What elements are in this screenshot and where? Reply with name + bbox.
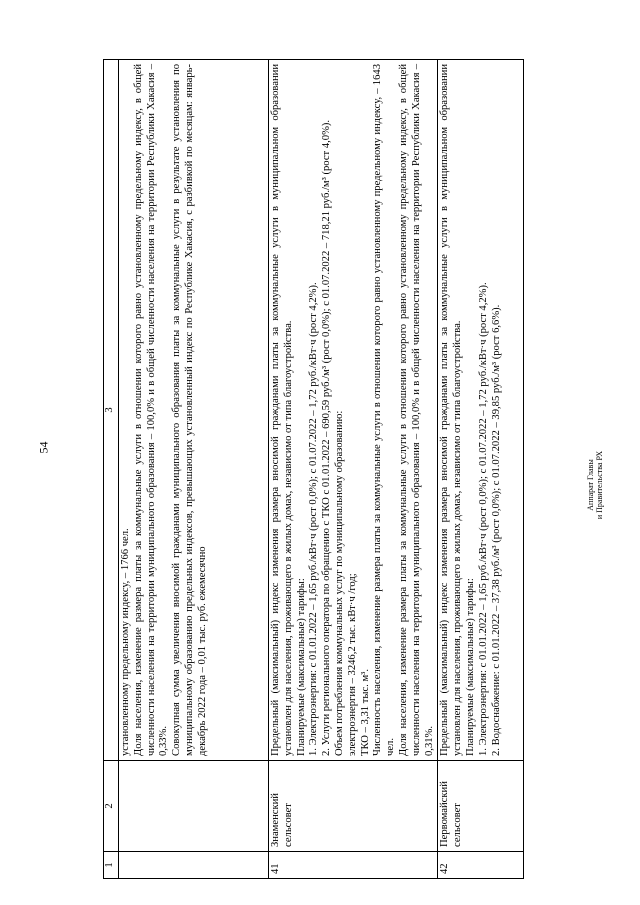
cell-num: 41 <box>269 852 438 879</box>
text-line: ТКО – 3,31 тыс. м³. <box>359 669 371 756</box>
cell-name: Первомайский сельсовет <box>438 761 524 852</box>
header-col-1: 1 <box>104 852 119 879</box>
text-line: 1. Электроэнергия: с 01.01.2022 – 1,65 руб./кВт·ч (рост 0,0%); с 01.07.2022 – 1,72 руб./кВт·ч (рост 4,2%). <box>308 282 320 756</box>
text-line: 2. Услуги регионального оператора по обращению с ТКО с 01.01.2022 – 690,59 руб./м³ (рост 0,0%); с 01.07.2022 – 718,21 руб./м³ (рост 4,0%). <box>321 119 333 756</box>
page-number: 54 <box>36 441 51 454</box>
cell-num <box>119 852 269 879</box>
header-col-2: 2 <box>104 761 119 852</box>
text-line: Планируемые (максимальные) тарифы: <box>464 578 476 756</box>
rotated-page-content <box>103 59 523 879</box>
text-line: Численность населения, изменение размера платы за коммунальные услуги в отношении которого равно установленному предельному индексу, – 1643 чел. <box>372 64 397 756</box>
text-line: 1. Электроэнергия: с 01.01.2022 – 1,65 руб./кВт·ч (рост 0,0%); с 01.07.2022 – 1,72 руб./кВт·ч (рост 4,2%). <box>477 282 489 756</box>
text-line: Совокупная сумма увеличения вносимой гражданами муниципального образования платы за коммунальные услуги в результате установления по муниципальному образованию предельных индексов, превышающих установленный индекс по Республике Хакасия, с разбивкой по месяцам: январь-декабрь 2022 года – 0,01 тыс. руб. ежемесячно <box>171 64 208 756</box>
text-line: Предельный (максимальный) индекс изменения размера вносимой гражданами платы за коммунальные услуги в муниципальном образовании установлен для населения, проживающего в жилых домах, независимо от типа благоустройства. <box>270 64 294 756</box>
text-line: Планируемые (максимальные) тарифы: <box>295 578 307 756</box>
cell-description <box>438 60 524 761</box>
table-row-continuation <box>119 60 269 879</box>
cell-name: Знаменский сельсовет <box>269 761 438 852</box>
table-header-row <box>104 60 119 879</box>
footer-stamp-line: Аппарат Главы <box>586 459 595 511</box>
text-line: Доля населения, изменение размера платы за коммунальные услуги в отношении которого равно установленному предельному индексу, в общей численности населения на территории муниципального образования – 100,0% и в общей численности населения на территории Республики Хакасия – 0,33%. <box>132 64 170 756</box>
text-line: Предельный (максимальный) индекс изменения размера вносимой гражданами платы за коммунальные услуги в муниципальном образовании установлен для населения, проживающего в жилых домах, независимо от типа благоустройства. <box>439 64 464 756</box>
text-line: Объем потребления коммунальных услуг по муниципальному образованию: <box>333 410 345 756</box>
tariff-table <box>103 59 524 879</box>
cell-num: 42 <box>438 852 524 879</box>
header-col-3: 3 <box>104 60 119 761</box>
text-line: 2. Водоснабжение: с 01.01.2022 – 37,38 руб./м³ (рост 0,0%); с 01.07.2022 – 39,85 руб./м³ (рост 6,6%). <box>490 304 502 756</box>
footer-stamp <box>586 440 604 530</box>
cell-name <box>119 761 269 852</box>
text-line: электроэнергия – 3246,2 тыс. кВт·ч /год; <box>346 573 358 756</box>
text-line: Доля населения, изменение размера платы за коммунальные услуги в отношении которого равно установленному предельному индексу, в общей численности населения на территории муниципального образования – 100,0% и в общей численности населения на территории Республики Хакасия – 0,31%. <box>397 64 435 756</box>
table-row <box>438 60 524 879</box>
table-row <box>269 60 438 879</box>
text-line: установленному предельному индексу, – 1766 чел. <box>120 528 131 756</box>
footer-stamp-line: и Правительства РХ <box>595 450 604 520</box>
cell-description <box>269 60 438 761</box>
cell-description <box>119 60 269 761</box>
